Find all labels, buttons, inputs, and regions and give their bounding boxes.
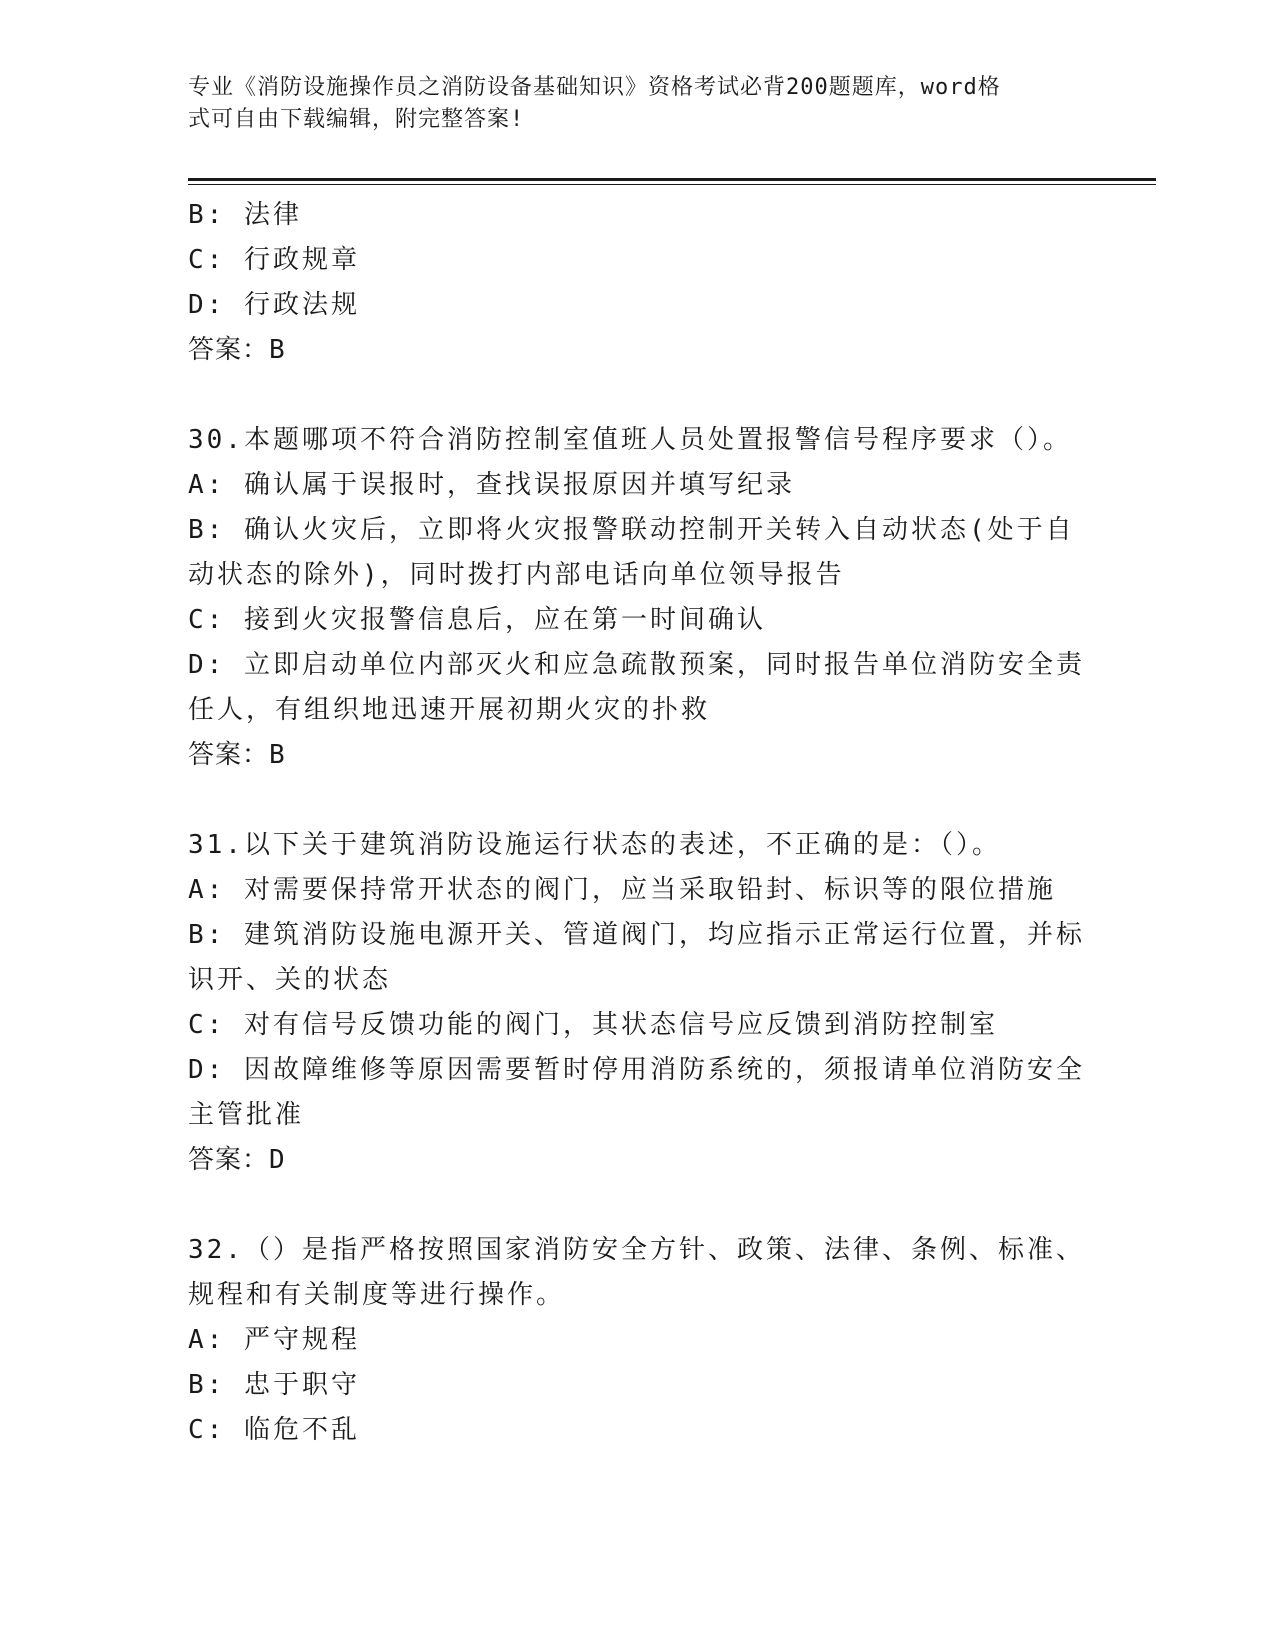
spacer <box>188 373 1068 418</box>
option-c: C: 对有信号反馈功能的阀门，其状态信号应反馈到消防控制室 <box>188 1010 998 1040</box>
option-d-line-2: 任人，有组织地迅速开展初期火灾的扑救 <box>188 695 711 725</box>
answer: 答案：B <box>188 740 286 770</box>
prev-question <box>188 193 1068 373</box>
option-b: B: 忠于职守 <box>188 1370 360 1400</box>
header-line-2: 式可自由下载编辑，附完整答案! <box>188 107 525 132</box>
answer: 答案：D <box>188 1145 286 1175</box>
option-b: B: 法律 <box>188 200 302 230</box>
option-d: D: 行政法规 <box>188 290 360 320</box>
question-list <box>188 193 1085 1453</box>
option-b-line-2: 动状态的除外)，同时拨打内部电话向单位领导报告 <box>188 560 845 590</box>
question-32 <box>188 1228 1085 1453</box>
option-c: C: 接到火灾报警信息后，应在第一时间确认 <box>188 605 766 635</box>
option-b-line-1: B: 确认火灾后，立即将火灾报警联动控制开关转入自动状态(处于自 <box>188 515 1075 545</box>
header-line-1: 专业《消防设施操作员之消防设备基础知识》资格考试必背200题题库，word格 <box>188 75 1001 100</box>
header-rule-thin <box>188 184 1156 185</box>
spacer <box>188 778 1068 823</box>
header-rule-thick <box>188 178 1156 181</box>
option-d-line-1: D: 因故障维修等原因需要暂时停用消防系统的，须报请单位消防安全 <box>188 1055 1085 1085</box>
option-b-line-2: 识开、关的状态 <box>188 965 392 995</box>
answer: 答案：B <box>188 335 286 365</box>
question-stem: 30.本题哪项不符合消防控制室值班人员处置报警信号程序要求（）。 <box>188 425 1072 455</box>
question-30 <box>188 418 1085 778</box>
option-b-line-1: B: 建筑消防设施电源开关、管道阀门，均应指示正常运行位置，并标 <box>188 920 1085 950</box>
question-stem: 31.以下关于建筑消防设施运行状态的表述，不正确的是：（）。 <box>188 830 1001 860</box>
option-d-line-1: D: 立即启动单位内部灭火和应急疏散预案，同时报告单位消防安全责 <box>188 650 1085 680</box>
option-a: A: 确认属于误报时，查找误报原因并填写纪录 <box>188 470 795 500</box>
question-31 <box>188 823 1085 1183</box>
spacer <box>188 1183 1068 1228</box>
option-c: C: 行政规章 <box>188 245 360 275</box>
document-header <box>188 72 1068 136</box>
option-a: A: 严守规程 <box>188 1325 360 1355</box>
option-c: C: 临危不乱 <box>188 1415 360 1445</box>
question-stem-line-2: 规程和有关制度等进行操作。 <box>188 1280 566 1310</box>
option-d-line-2: 主管批准 <box>188 1100 305 1130</box>
option-a: A: 对需要保持常开状态的阀门，应当采取铅封、标识等的限位措施 <box>188 875 1056 905</box>
question-stem-line-1: 32.（）是指严格按照国家消防安全方针、政策、法律、条例、标准、 <box>188 1235 1085 1265</box>
